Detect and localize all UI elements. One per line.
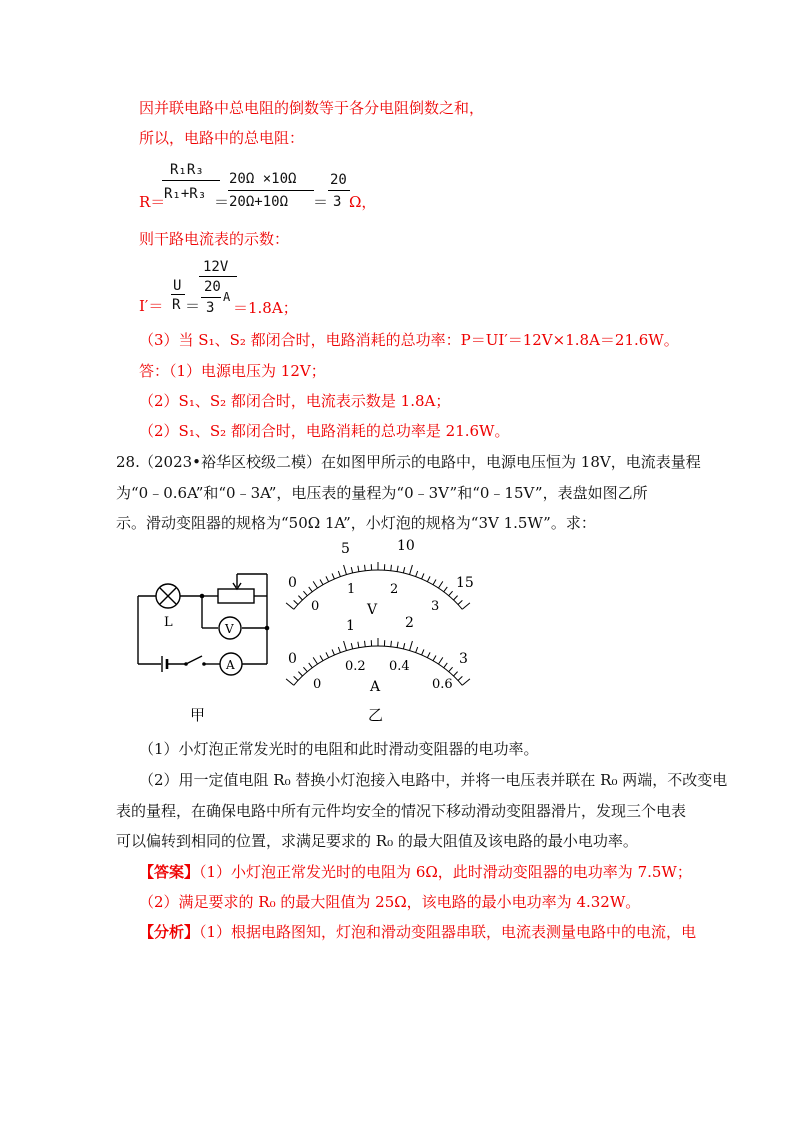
question-2-line-1: （2）用一定值电阻 R₀ 替换小灯泡接入电路中，并将一电压表并联在 R₀ 两端，不改变电 [139,771,728,789]
voltmeter-dial-tick [397,566,398,572]
circuit-diagram [130,560,280,730]
ammeter-dial-tick [397,642,398,648]
ammeter-dial-tick [427,652,430,657]
v-outer-label-10: 10 [397,538,415,554]
voltmeter-dial-tick [326,576,329,581]
v-inner-label-1: 1 [347,582,356,597]
i-eq-inner-den: 3 [206,300,215,316]
voltmeter-dial-tick [338,571,340,577]
meter-dials [280,530,480,730]
solution-answer-2: （2）S₁、S₂ 都闭合时，电流表示数是 1.8A； [139,392,451,410]
answer-line-1 [139,862,692,882]
r-eq-eq1: ＝ [214,193,230,211]
ammeter-dial-tick [358,642,359,648]
ammeter-dial-tick [294,676,298,680]
voltmeter-dial-tick [351,567,352,573]
a-inner-label-02: 0.2 [345,659,366,674]
i-eq-big-num: 12V [203,259,229,275]
ammeter-dial-tick [326,652,329,657]
voltmeter-dial-tick [313,581,317,588]
solution-ammeter-line: 则干路电流表的示数： [139,230,290,248]
ammeter-dial-tick [309,663,313,668]
lamp-label: L [164,615,173,630]
i-eq-result: ＝1.8A； [233,299,298,317]
v-outer-label-0: 0 [288,575,297,591]
voltmeter-dial-tick [391,565,392,571]
r-eq-f2-bar [228,190,314,191]
ammeter-dial-tick [391,641,392,647]
ammeter-dial-tick [286,679,294,685]
ammeter-dial-tick [351,643,352,649]
solution-total-resistance-line: 所以，电路中的总电阻： [139,129,305,147]
problem-line-3: 示。滑动变阻器的规格为“50Ω 1A”，小灯泡的规格为“3V 1.5W”。求： [116,514,596,532]
ammeter-dial-tick [453,672,457,676]
r-eq-f3-num: 20 [330,172,347,188]
ammeter-dial-tick [365,641,366,647]
analysis-text: （1）根据电路图知，灯泡和滑动变阻器串联，电流表测量电路中的电流，电 [199,923,697,941]
a-outer-label-0: 0 [288,651,297,667]
i-eq-unit-a: A [223,290,231,304]
v-outer-label-5: 5 [341,541,350,557]
voltmeter-dial-tick [365,565,366,571]
voltmeter-dial-tick [320,580,323,585]
voltmeter-dial-tick [453,596,457,600]
ammeter-dial-tick [313,657,317,664]
problem-number: 28. [116,453,140,471]
ammeter-dial-tick [462,679,470,685]
voltmeter-dial-tick [416,571,418,577]
problem-line-2: 为“0﹣0.6A”和“0﹣3A”，电压表的量程为“0﹣3V”和“0﹣15V”，表盘如图乙所 [116,484,648,502]
voltmeter-unit: V [367,602,378,618]
analysis-tag: 【分析】 [139,923,200,941]
answer-line-2: （2）满足要求的 R₀ 的最大阻值为 25Ω，该电路的最小电功率为 4.32W。 [139,893,641,911]
ammeter-dial-tick [298,672,302,676]
ammeter-dial-tick [433,656,436,661]
voltmeter-symbol: V [225,622,234,636]
r-eq-f3-bar [328,190,350,191]
ammeter-dial-tick [320,656,323,661]
ammeter-dial-tick [422,649,424,655]
i-eq-big-bar [199,276,237,277]
voltmeter-dial-tick [444,587,448,592]
voltmeter-dial-tick [462,603,470,609]
voltmeter-dial-tick [433,580,436,585]
voltmeter-dial-tick [298,596,302,600]
circuit-caption: 甲 [190,706,206,724]
ammeter-symbol: A [226,658,235,672]
ammeter-dial-tick [303,667,307,672]
voltmeter-dial-tick [403,567,404,573]
ammeter-dial-tick [332,649,334,655]
question-2-line-2: 表的量程，在确保电路中所有元件均安全的情况下移动滑动变阻器滑片，发现三个电表 [116,802,687,820]
r-eq-eq2: ＝ [313,193,329,211]
ammeter-dial-tick [338,647,340,653]
r-eq-lhs: R＝ [139,193,166,211]
solution-power-line: （3）当 S₁、S₂ 都闭合时，电路消耗的总功率：P＝UI′＝12V×1.8A＝21.6W。 [139,331,679,349]
i-eq-inner-num: 20 [204,279,221,295]
v-inner-label-3: 3 [431,599,440,614]
ammeter-dial-tick [410,641,413,651]
r-eq-f2-den: 20Ω+10Ω [229,194,289,210]
v-inner-label-2: 2 [390,582,399,597]
i-eq-f1-den: R [172,297,181,313]
ammeter-dial-tick [449,667,453,672]
voltmeter-dial-tick [294,600,298,604]
voltmeter-dial-tick [458,600,462,604]
question-2-line-3: 可以偏转到相同的位置，求满足要求的 R₀ 的最大阻值及该电路的最小电功率。 [116,832,638,850]
solution-parallel-line: 因并联电路中总电阻的倒数等于各分电阻倒数之和， [139,99,485,117]
problem-line-1: （2023•裕华区校级二模）在如图甲所示的电路中，电源电压恒为 18V，电流表量程 [139,453,701,471]
dials-caption: 乙 [368,706,384,724]
answer-text-1: （1）小灯泡正常发光时的电阻为 6Ω，此时滑动变阻器的电功率为 7.5W； [199,863,692,881]
voltmeter-dial-tick [410,565,413,575]
r-eq-f1-den: R₁+R₃ [164,186,207,202]
voltmeter-dial-tick [358,566,359,572]
ammeter-dial-tick [438,657,442,664]
i-eq-f1-bar [171,294,185,295]
analysis-line [139,922,696,942]
solution-answer-1: 答：（1）电源电压为 12V； [139,362,326,380]
answer-tag: 【答案】 [139,863,200,881]
solution-answer-3: （2）S₁、S₂ 都闭合时，电路消耗的总功率是 21.6W。 [139,422,510,440]
ammeter-unit: A [370,679,381,695]
i-eq-f1-num: U [173,278,182,294]
v-outer-label-15: 15 [456,575,474,591]
ammeter-dial-tick [416,647,418,653]
i-eq-lhs: I′＝ [139,297,164,315]
i-eq-eq1: ＝ [185,297,201,315]
r-eq-f2-num: 20Ω ×10Ω [229,171,297,187]
i-eq-inner-bar [201,297,221,298]
a-inner-label-0: 0 [313,677,322,692]
v-inner-label-0: 0 [311,599,320,614]
r-eq-f1-num: R₁R₃ [170,162,204,178]
voltmeter-dial-tick [344,565,347,575]
ammeter-dial-tick [458,676,462,680]
ammeter-dial-tick [344,641,347,651]
r-eq-f1-bar [162,180,220,181]
a-outer-label-1: 1 [346,618,355,634]
ammeter-dial-tick [444,663,448,668]
question-1: （1）小灯泡正常发光时的电阻和此时滑动变阻器的电功率。 [139,740,539,758]
voltmeter-dial-tick [286,603,294,609]
a-inner-label-04: 0.4 [389,659,410,674]
voltmeter-dial-tick [332,573,334,579]
voltmeter-dial-tick [309,587,313,592]
a-outer-label-3: 3 [459,651,468,667]
r-eq-f3-den: 3 [333,194,342,210]
voltmeter-dial-tick [427,576,430,581]
voltmeter-dial-tick [422,573,424,579]
voltmeter-dial-tick [303,591,307,596]
a-outer-label-2: 2 [405,615,414,631]
r-eq-unit: Ω， [349,193,377,211]
a-inner-label-06: 0.6 [432,677,453,692]
voltmeter-dial-tick [438,581,442,588]
voltmeter-dial-tick [449,591,453,596]
ammeter-dial-tick [403,643,404,649]
